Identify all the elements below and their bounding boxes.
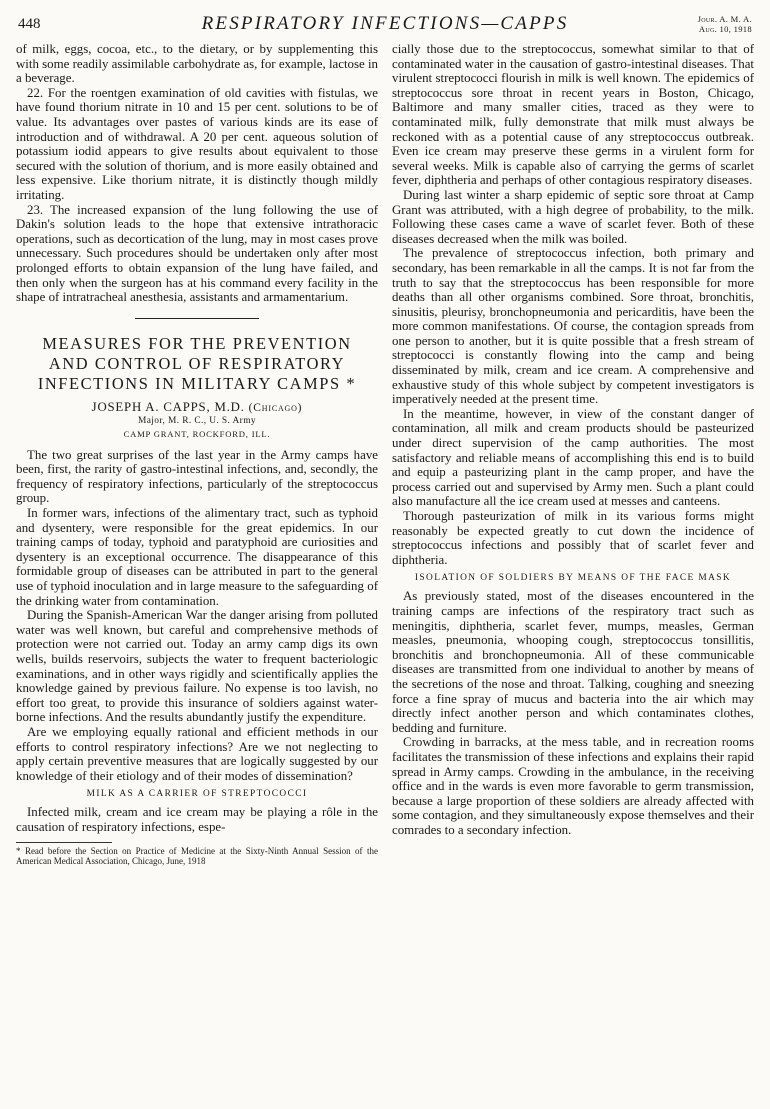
body-paragraph: Crowding in barracks, at the mess table, and in recreation rooms facilitates the transmission of these infections and explains their rapid spread in Army camps. Crowding in the ambulance, in the receiving office and in the wards is even more favorable to germ transmission, because a large proportion of these soldiers are already affected with some contagion, and they simultaneously expose themselves and their comrades to a secondary infection. bbox=[392, 735, 754, 837]
body-paragraph: Are we employing equally rational and efficient methods in our efforts to control respiratory infections? Are we not neglecting to apply certain preventive measures that are logically suggested by our knowledge of their etiology and of their modes of dissemination? bbox=[16, 724, 378, 783]
running-title: RESPIRATORY INFECTIONS—CAPPS bbox=[201, 13, 569, 34]
journal-info bbox=[698, 14, 752, 34]
author-name: JOSEPH A. CAPPS, M.D. bbox=[91, 399, 245, 414]
body-paragraph: Thorough pasteurization of milk in its various forms might reasonably be expected greatly to cut down the incidence of streptococcus infections and possibly that of scarlet fever and diphtheria. bbox=[392, 509, 754, 567]
body-paragraph: In former wars, infections of the alimentary tract, such as typhoid and dysentery, were responsible for the great epidemics. In our training camps of today, typhoid and paratyphoid are curiosities and dysentery is an exceptional occurrence. The disappearance of this formidable group of diseases can be attributed in part to the general use of typhoid inoculation and in large measure to the safeguarding of the drinking water from contamination. bbox=[16, 506, 378, 608]
issue-date: Aug. 10, 1918 bbox=[698, 24, 752, 34]
footnote: * Read before the Section on Practice of Medicine at the Sixty-Ninth Annual Session of the American Medical Association, Chicago, June, 1918 bbox=[16, 845, 378, 866]
article-separator bbox=[135, 318, 259, 319]
right-column bbox=[392, 42, 754, 866]
author-city: (Chicago) bbox=[248, 401, 303, 414]
journal-name: Jour. A. M. A. bbox=[697, 14, 752, 24]
prev-article-paragraph: 23. The increased expansion of the lung following the use of Dakin's solution leads to the hope that extensive intrathoracic operations, such as decortication of the lung, may in most cases prove unnecessary. Such procedures should be undertaken only after most prolonged efforts to obtain expansion of the lung have failed, and then only when the surgeon has at his command every facility in the shape of intratracheal anesthesia, assistants and armamentarium. bbox=[16, 202, 378, 305]
two-column-body bbox=[16, 42, 754, 866]
page-header bbox=[16, 12, 754, 40]
left-column bbox=[16, 42, 378, 866]
page-number: 448 bbox=[18, 16, 41, 32]
body-paragraph: cially those due to the streptococcus, somewhat similar to that of contaminated water in the causation of gastro-intestinal diseases. That virulent streptococci flourish in milk is well known. The epidemics of streptococcus sore throat in recent years in Boston, Chicago, Baltimore and many smaller cities, traced as they were to contaminated milk, fully demonstrate that milk must always be reckoned with as a potential cause of any streptococcus outbreak. Even ice cream may preserve these germs in a virulent form for several weeks. Milk is capable also of carrying the germs of scarlet fever, diphtheria and perhaps of other contagious respiratory diseases. bbox=[392, 42, 754, 188]
author-rank: Major, M. R. C., U. S. Army bbox=[138, 415, 256, 426]
prev-article-paragraph: of milk, eggs, cocoa, etc., to the dietary, or by supplementing this with some readily assimilable carbohydrate as, for example, lactose in a beverage. bbox=[16, 42, 378, 86]
body-paragraph: During last winter a sharp epidemic of septic sore throat at Camp Grant was attributed, with a high degree of probability, to the milk. Following these cases came a wave of scarlet fever. Both of these diseases decreased when the milk was boiled. bbox=[392, 187, 754, 246]
body-paragraph: Infected milk, cream and ice cream may be playing a rôle in the causation of respiratory infections, espe- bbox=[16, 805, 378, 834]
author-affiliation: CAMP GRANT, ROCKFORD, ILL. bbox=[123, 428, 271, 439]
body-paragraph: As previously stated, most of the diseases encountered in the training camps are infections of the respiratory tract such as meningitis, diphtheria, scarlet fever, mumps, measles, German measles, pneumonia, whooping cough, streptococcus tonsillitis, bronchitis and bronchopneumonia. All of these communicable diseases are transmitted from one individual to another by means of the secretions of the nose and throat. Talking, coughing and sneezing force a fine spray of mucus and bacteria into the air which may directly infect another person and which contaminates clothes, bedding and furniture. bbox=[392, 589, 754, 735]
body-paragraph: During the Spanish-American War the danger arising from polluted water was well known, but careful and comprehensive methods of protection were not carried out. Today an army camp digs its own wells, builds reservoirs, subjects the water to frequent bacteriologic examinations, and in other ways rigidly and scientifically applies the knowledge gained by previous failure. No expense is too lavish, no effort too great, to provide this insurance of soldiers against water-borne infections. And the results abundantly justify the expenditure. bbox=[16, 608, 378, 725]
body-paragraph: In the meantime, however, in view of the constant danger of contamination, all milk and cream products should be pasteurized under direct supervision of the camp authorities. The most satisfactory and reliable means of accomplishing this end is to build and equip a pasteurizing plant in the camp proper, and have the process carried out and supervised by Army men. Such a plant could also manufacture all the ice cream used at messes and canteens. bbox=[392, 406, 754, 509]
body-paragraph: The two great surprises of the last year in the Army camps have been, first, the rarity of gastro-intestinal infections, and, secondly, the frequency of respiratory infections, particularly of the streptococcus group. bbox=[16, 447, 378, 506]
section-heading-milk: MILK AS A CARRIER OF STREPTOCOCCI bbox=[86, 789, 308, 800]
prev-article-paragraph: 22. For the roentgen examination of old cavities with fistulas, we have found thorium nitrate in 10 and 15 per cent. solutions to be of value. Its advantages over pastes of various kinds are its ease of introduction and of withdrawal. A 20 per cent. aqueous solution of potassium iodid appears to give results about equivalent to those secured with the solution of thorium, and is more easily obtained and less expensive. Like thorium nitrate, it is distinctly though mildly irritating. bbox=[16, 85, 378, 202]
author-line bbox=[16, 400, 378, 415]
footnote-separator bbox=[16, 842, 112, 843]
article-title: MEASURES FOR THE PREVENTION AND CONTROL OF RESPIRATORY INFECTIONS IN MILITARY CAMPS * bbox=[37, 333, 357, 393]
section-heading-face-mask: ISOLATION OF SOLDIERS BY MEANS OF THE FACE MASK bbox=[414, 573, 732, 584]
body-paragraph: The prevalence of streptococcus infection, both primary and secondary, has been remarkable in all the camps. It is not far from the truth to say that the streptococcus has been responsible for more deaths than all other organisms combined. Sore throat, bronchitis, sinusitis, pleurisy, bronchopneumonia and pericarditis, have been the more common manifestations. Of course, the contagion spreads from one person to another, but it is quite possible that a fresh stream of streptococci is constantly flowing into the camp and being disseminated by milk, cream and ice cream. A comprehensive and exhaustive study of this whole subject by competent investigators is imperatively needed at the present time. bbox=[392, 246, 754, 407]
